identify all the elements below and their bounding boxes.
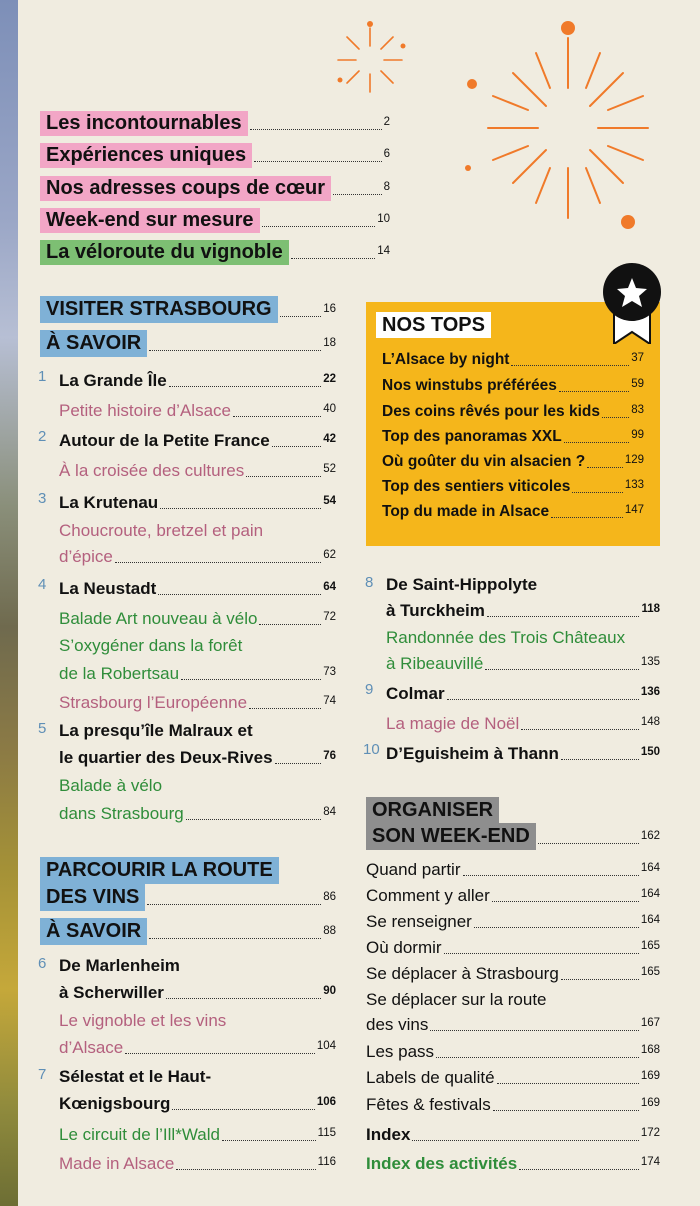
toc-label: Strasbourg l’Européenne <box>59 693 248 712</box>
firework-small-icon <box>330 20 410 100</box>
page-number: 14 <box>377 245 390 257</box>
page-number: 84 <box>323 806 336 818</box>
page-number: 64 <box>323 581 336 593</box>
toc-entry-art-nouveau-velo[interactable] <box>59 605 336 631</box>
toc-entry-neustadt[interactable] <box>59 575 336 601</box>
chapter-number: 10 <box>363 741 380 758</box>
toc-label: Nos winstubs préférées <box>382 377 557 394</box>
toc-entry-malraux-line1: La presqu’île Malraux et <box>59 721 253 740</box>
chapter-number: 1 <box>38 368 47 385</box>
toc-entry-malraux[interactable] <box>59 744 336 770</box>
page-number: 167 <box>640 1017 660 1029</box>
toc-label: Kœnigsbourg <box>59 1094 171 1113</box>
top-entry-winstubs[interactable] <box>382 372 644 398</box>
toc-label: à Ribeauvillé <box>386 654 484 673</box>
org-entry-deplacer-route-line1: Se déplacer sur la route <box>366 990 547 1009</box>
page-number: 162 <box>640 830 660 842</box>
toc-label: Balade Art nouveau à vélo <box>59 609 258 628</box>
top-entry-vin[interactable] <box>382 448 644 474</box>
chapter-number: 7 <box>38 1066 47 1083</box>
toc-entry-trois-chateaux[interactable] <box>386 650 660 676</box>
page-number: 37 <box>631 352 644 364</box>
page-number: 165 <box>640 966 660 978</box>
org-entry-deplacer-strasbourg[interactable] <box>366 960 660 986</box>
toc-entry-marlenheim[interactable] <box>59 979 336 1005</box>
page-number: 6 <box>383 148 390 160</box>
toc-label: Week-end sur mesure <box>40 208 260 233</box>
page-number: 169 <box>640 1097 660 1109</box>
toc-entry-robertsau-line1: S’oxygéner dans la forêt <box>59 636 243 655</box>
page-number: 74 <box>323 695 336 707</box>
toc-label: La Krutenau <box>59 493 159 512</box>
page-number: 118 <box>641 603 660 615</box>
page-number: 42 <box>323 433 336 445</box>
section-title: VISITER STRASBOURG <box>40 296 278 323</box>
toc-entry-croisee-cultures[interactable] <box>59 457 336 483</box>
section-organiser[interactable] <box>366 823 660 850</box>
toc-label: Nos adresses coups de cœur <box>40 176 331 201</box>
toc-label: Où goûter du vin alsacien ? <box>382 453 586 470</box>
toc-label: Colmar <box>386 684 445 703</box>
toc-label: d’épice <box>59 547 113 566</box>
org-entry-quand-partir[interactable] <box>366 856 660 882</box>
toc-label: Made in Alsace <box>59 1154 175 1173</box>
toc-label: À la croisée des cultures <box>59 461 245 480</box>
chapter-number: 6 <box>38 955 47 972</box>
section-title: DES VINS <box>40 884 145 911</box>
page-number: 90 <box>323 985 336 997</box>
org-entry-labels[interactable] <box>366 1064 660 1090</box>
page-number: 164 <box>640 888 660 900</box>
toc-label: Comment y aller <box>366 886 490 905</box>
section-title: SON WEEK-END <box>366 823 536 850</box>
page-number: 83 <box>631 404 644 416</box>
toc-entry-adresses[interactable] <box>40 175 390 201</box>
page-number: 76 <box>323 750 336 762</box>
top-entry-kids[interactable] <box>382 398 644 424</box>
toc-label: de la Robertsau <box>59 664 180 683</box>
page-number: 164 <box>640 914 660 926</box>
section-route-vins-line1: PARCOURIR LA ROUTE <box>40 857 279 884</box>
toc-label: Top des sentiers viticoles <box>382 478 571 495</box>
toc-entry-incontournables[interactable] <box>40 110 390 136</box>
toc-entry-robertsau[interactable] <box>59 660 336 686</box>
page-number: 62 <box>323 549 336 561</box>
page-number: 172 <box>640 1127 660 1139</box>
page-number: 18 <box>323 337 336 349</box>
page-number: 174 <box>640 1156 660 1168</box>
toc-label: La véloroute du vignoble <box>40 240 289 265</box>
toc-label: dans Strasbourg <box>59 804 184 823</box>
toc-entry-ill-wald[interactable] <box>59 1121 336 1147</box>
toc-label: D’Eguisheim à Thann <box>386 744 559 763</box>
page-number: 59 <box>631 378 644 390</box>
page-number: 147 <box>624 504 644 516</box>
page-number: 52 <box>323 463 336 475</box>
toc-label: à Turckheim <box>386 601 485 620</box>
toc-label: Autour de la Petite France <box>59 431 270 450</box>
toc-label: Top des panoramas XXL <box>382 428 562 445</box>
toc-label: Top du made in Alsace <box>382 503 550 520</box>
chapter-number: 2 <box>38 428 47 445</box>
toc-entry-choucroute-line1: Choucroute, bretzel et pain <box>59 521 264 540</box>
toc-label: Le circuit de l’Ill*Wald <box>59 1125 220 1144</box>
page-number: 135 <box>640 656 660 668</box>
section-title: À SAVOIR <box>40 330 147 357</box>
toc-entry-vignoble[interactable] <box>59 1034 336 1060</box>
toc-entry-marlenheim-line1: De Marlenheim <box>59 956 180 975</box>
page-number: 73 <box>323 666 336 678</box>
toc-label: Fêtes & festivals <box>366 1095 491 1114</box>
page-number: 99 <box>631 429 644 441</box>
firework-large-icon <box>458 18 658 238</box>
org-entry-renseigner[interactable] <box>366 908 660 934</box>
toc-label: La Neustadt <box>59 579 157 598</box>
org-entry-pass[interactable] <box>366 1038 660 1064</box>
toc-label: Où dormir <box>366 938 442 957</box>
chapter-number: 8 <box>365 574 374 591</box>
page-number: 10 <box>377 213 390 225</box>
toc-label: Les incontournables <box>40 111 248 136</box>
toc-entry-selestat-line1: Sélestat et le Haut- <box>59 1067 212 1086</box>
org-entry-dormir[interactable] <box>366 934 660 960</box>
org-entry-index-activites[interactable] <box>366 1150 660 1176</box>
chapter-number: 5 <box>38 720 47 737</box>
chapter-number: 9 <box>365 681 374 698</box>
toc-label: Quand partir <box>366 860 461 879</box>
page-number: 104 <box>316 1040 336 1052</box>
toc-label: Les pass <box>366 1042 435 1061</box>
page-number: 2 <box>383 116 390 128</box>
page-number: 136 <box>640 686 660 698</box>
toc-entry-veloroute[interactable] <box>40 239 390 265</box>
toc-entry-made-in-alsace[interactable] <box>59 1150 336 1176</box>
toc-label: le quartier des Deux-Rives <box>59 748 273 767</box>
toc-label: Expériences uniques <box>40 143 252 168</box>
toc-entry-krutenau[interactable] <box>59 489 336 515</box>
top-entry-panoramas[interactable] <box>382 423 644 449</box>
toc-entry-eguisheim[interactable] <box>386 740 660 766</box>
org-entry-deplacer-route[interactable] <box>366 1011 660 1037</box>
toc-label: des vins <box>366 1015 429 1034</box>
star-badge-icon <box>602 262 662 344</box>
page-number: 86 <box>323 891 336 903</box>
page-number: 116 <box>317 1156 336 1168</box>
cover-photo-strip <box>0 0 18 1206</box>
toc-entry-petite-france[interactable] <box>59 427 336 453</box>
section-route-vins[interactable] <box>40 884 336 911</box>
toc-label: à Scherwiller <box>59 983 164 1002</box>
toc-label: d’Alsace <box>59 1038 124 1057</box>
toc-label: Index <box>366 1125 411 1144</box>
toc-label: La magie de Noël <box>386 714 520 733</box>
toc-label: Labels de qualité <box>366 1068 495 1087</box>
page-number: 169 <box>640 1070 660 1082</box>
toc-entry-weekend[interactable] <box>40 207 390 233</box>
toc-entry-saint-hippolyte-line1: De Saint-Hippolyte <box>386 575 538 594</box>
top-entry-made-in-alsace[interactable] <box>382 498 644 524</box>
page-number: 8 <box>383 181 390 193</box>
page-number: 22 <box>323 373 336 385</box>
section-strasbourg[interactable] <box>40 296 336 323</box>
toc-entry-colmar[interactable] <box>386 680 660 706</box>
toc-label: La Grande Île <box>59 371 167 390</box>
page-number: 133 <box>624 479 644 491</box>
toc-entry-experiences[interactable] <box>40 142 390 168</box>
toc-entry-selestat[interactable] <box>59 1090 336 1116</box>
toc-label: Index des activités <box>366 1154 518 1173</box>
toc-entry-grande-ile[interactable] <box>59 367 336 393</box>
page-number: 129 <box>624 454 644 466</box>
page-number: 106 <box>316 1096 336 1108</box>
page-number: 88 <box>323 925 336 937</box>
toc-entry-histoire-alsace[interactable] <box>59 397 336 423</box>
toc-label: Se renseigner <box>366 912 472 931</box>
page-number: 165 <box>640 940 660 952</box>
toc-label: Des coins rêvés pour les kids <box>382 403 600 420</box>
page-number: 148 <box>640 716 660 728</box>
org-entry-index[interactable] <box>366 1121 660 1147</box>
toc-entry-velo-strasbourg-line1: Balade à vélo <box>59 776 163 795</box>
page-number: 54 <box>323 495 336 507</box>
toc-label: Se déplacer à Strasbourg <box>366 964 559 983</box>
page-number: 40 <box>323 403 336 415</box>
section-organiser-line1: ORGANISER <box>366 797 499 824</box>
page-number: 168 <box>640 1044 660 1056</box>
page-number: 150 <box>640 746 660 758</box>
section-title: À SAVOIR <box>40 918 147 945</box>
toc-label: L’Alsace by night <box>382 351 510 368</box>
toc-entry-trois-chateaux-line1: Randonnée des Trois Châteaux <box>386 628 626 647</box>
toc-label: Petite histoire d’Alsace <box>59 401 231 420</box>
org-entry-comment-aller[interactable] <box>366 882 660 908</box>
section-a-savoir-strasbourg[interactable] <box>40 330 336 357</box>
page-number: 164 <box>640 862 660 874</box>
toc-entry-europeenne[interactable] <box>59 689 336 715</box>
page-number: 16 <box>323 303 336 315</box>
toc-entry-velo-strasbourg[interactable] <box>59 800 336 826</box>
org-entry-fetes[interactable] <box>366 1091 660 1117</box>
toc-entry-choucroute[interactable] <box>59 543 336 569</box>
chapter-number: 3 <box>38 490 47 507</box>
page-number: 72 <box>323 611 336 623</box>
nos-tops-title: NOS TOPS <box>376 312 491 338</box>
top-entry-alsace-night[interactable] <box>382 346 644 372</box>
top-entry-sentiers[interactable] <box>382 473 644 499</box>
toc-entry-magie-noel[interactable] <box>386 710 660 736</box>
chapter-number: 4 <box>38 576 47 593</box>
page-number: 115 <box>317 1127 336 1139</box>
section-a-savoir-route[interactable] <box>40 918 336 945</box>
toc-entry-vignoble-line1: Le vignoble et les vins <box>59 1011 227 1030</box>
toc-entry-saint-hippolyte[interactable] <box>386 597 660 623</box>
